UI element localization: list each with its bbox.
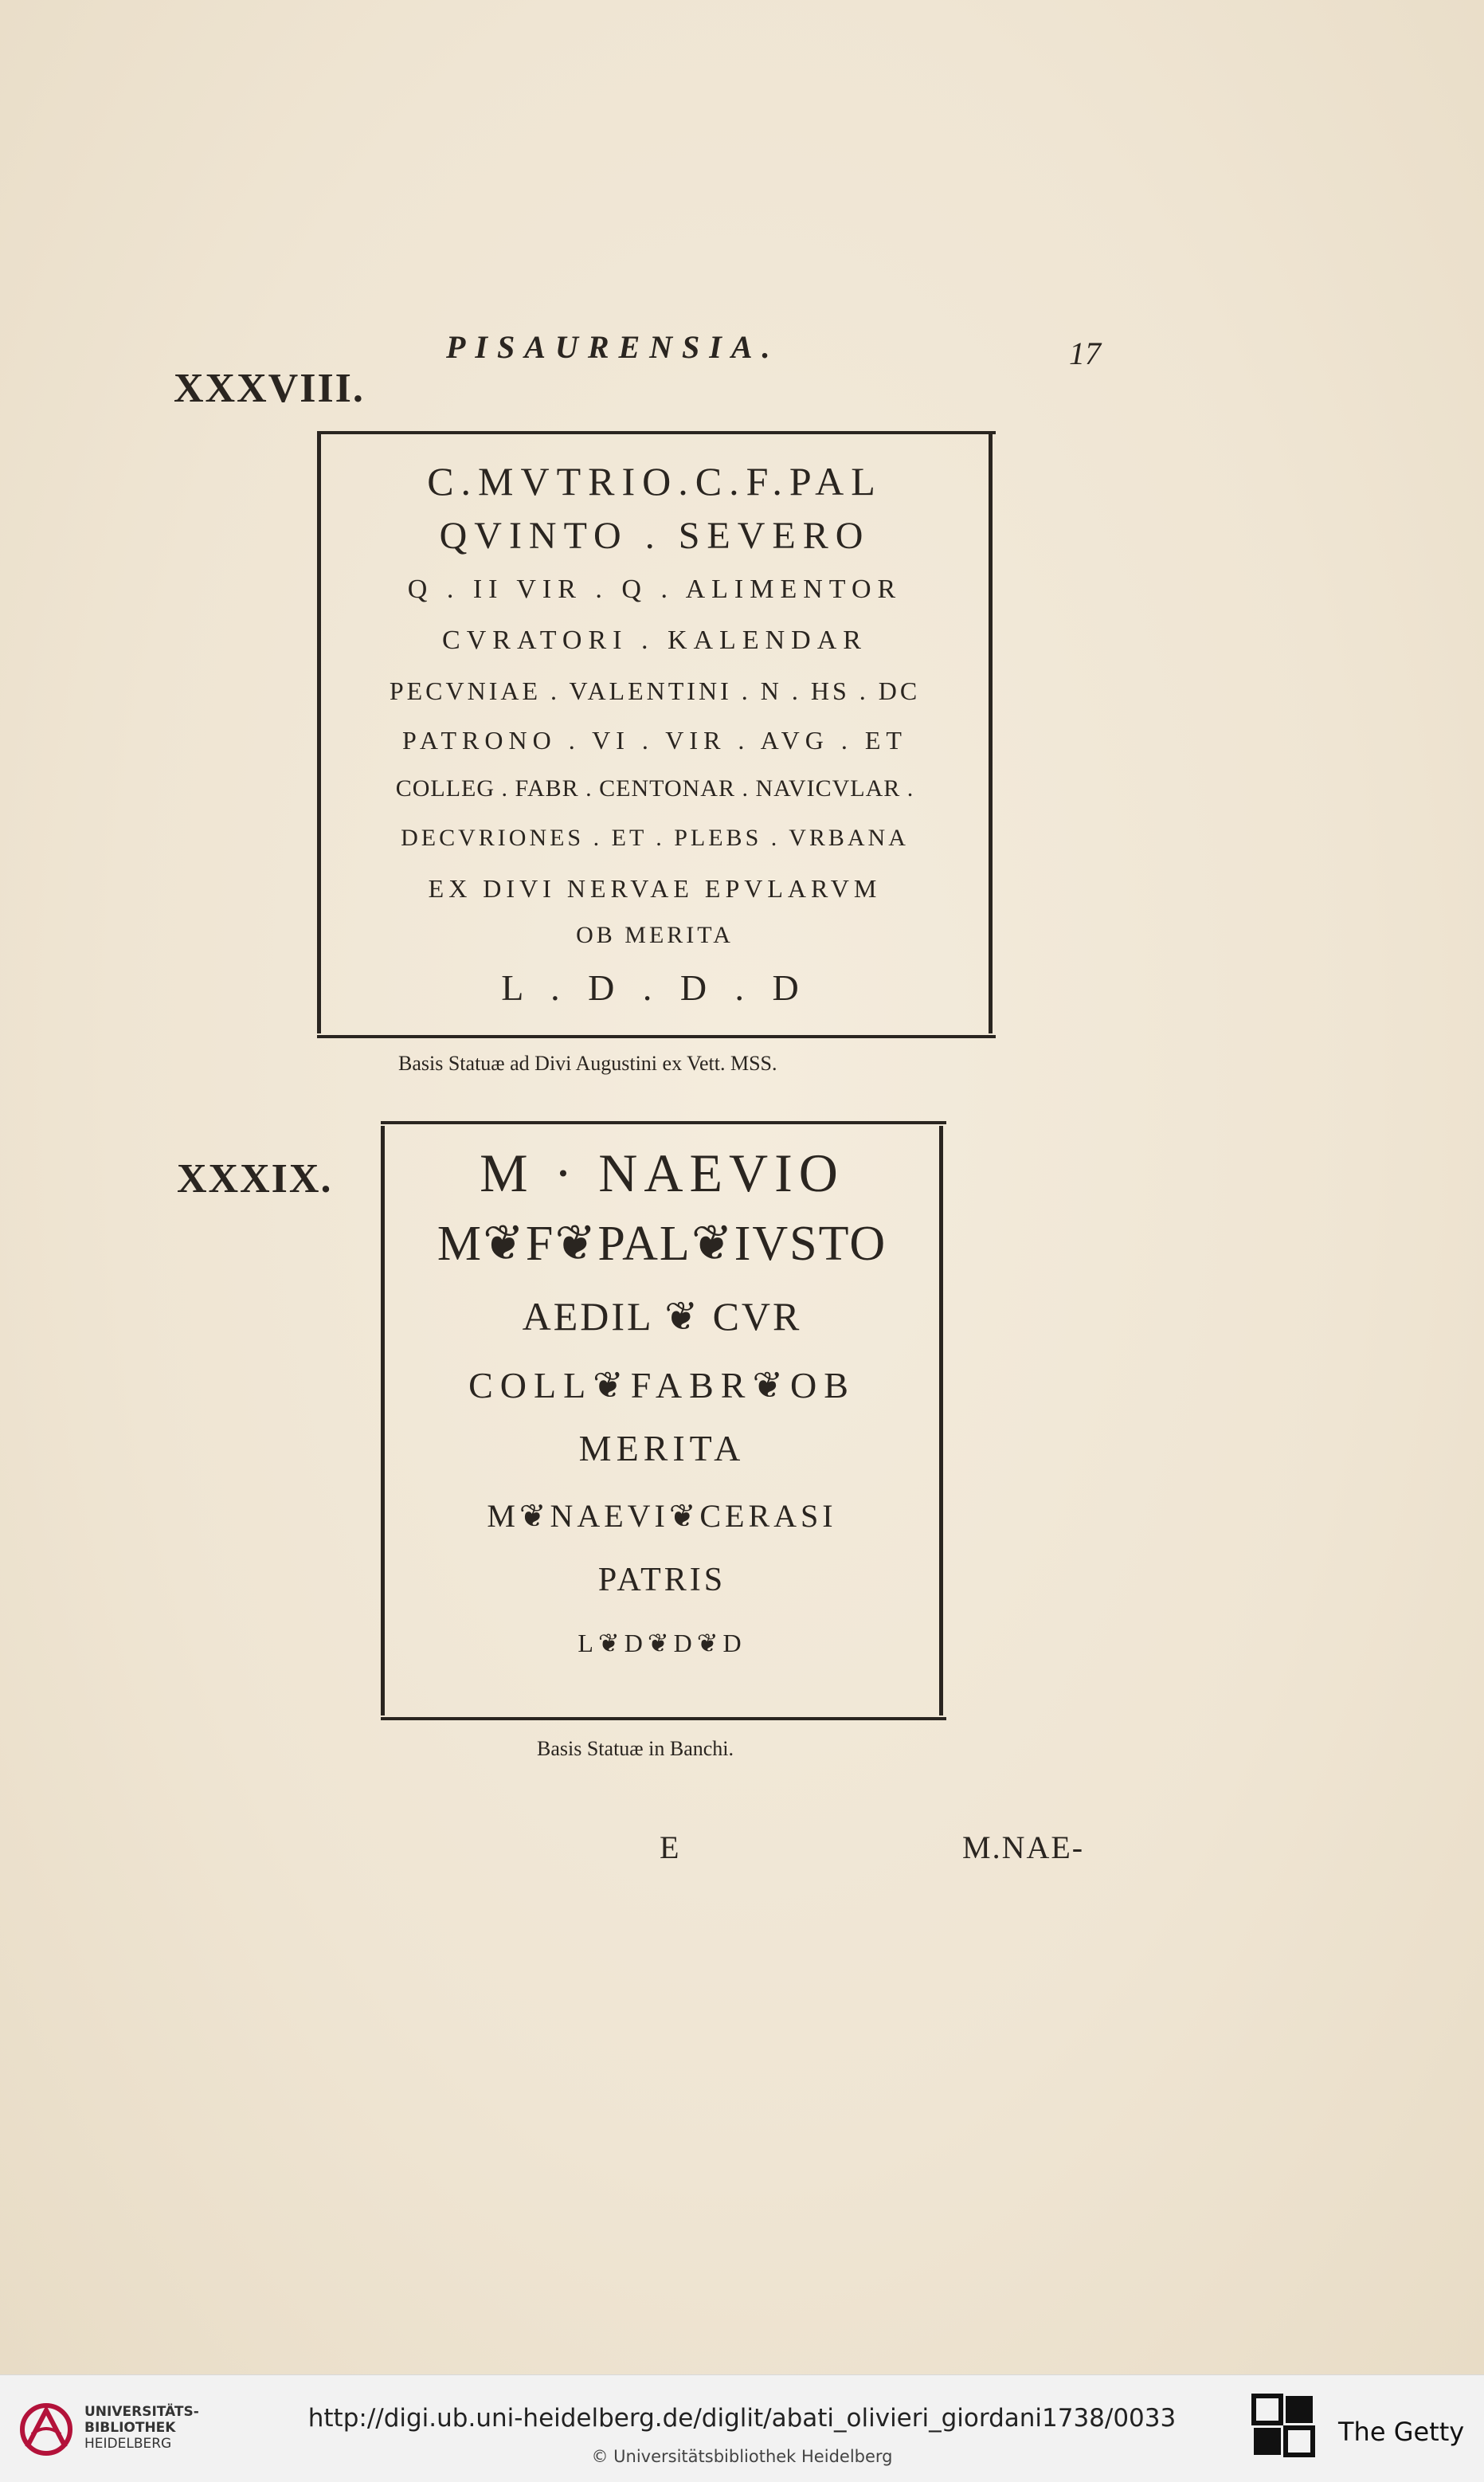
library-name-line: BIBLIOTHEK bbox=[84, 2420, 176, 2436]
inscription-number-39: XXXIX. bbox=[177, 1156, 333, 1202]
signature-mark: E bbox=[660, 1829, 679, 1865]
inscription-line: M · NAEVIO bbox=[480, 1143, 844, 1203]
top-rule-39 bbox=[381, 1121, 946, 1124]
inscription-line: L❦D❦D❦D bbox=[578, 1629, 746, 1657]
inscription-line: C.MVTRIO.C.F.PAL bbox=[427, 459, 883, 504]
inscription-line: QVINTO . SEVERO bbox=[439, 515, 871, 557]
copyright-notice: © Universitätsbibliothek Heidelberg bbox=[591, 2447, 893, 2466]
inscription-box-38 bbox=[317, 434, 993, 1033]
running-title: PISAURENSIA. bbox=[446, 329, 780, 365]
inscription-line: COLLEG . FABR . CENTONAR . NAVICVLAR . bbox=[395, 775, 914, 802]
library-name-line: UNIVERSITÄTS- bbox=[84, 2404, 199, 2420]
library-name-line: HEIDELBERG bbox=[84, 2436, 172, 2452]
inscription-line: EX DIVI NERVAE EPVLARVM bbox=[428, 874, 882, 903]
inscription-line: MERITA bbox=[578, 1428, 746, 1468]
partner-name: The Getty bbox=[1338, 2417, 1465, 2447]
footer-bar bbox=[0, 2374, 1484, 2482]
page-number: 17 bbox=[1069, 335, 1101, 371]
inscription-line: M❦NAEVI❦CERASI bbox=[487, 1498, 837, 1534]
bottom-rule-38 bbox=[317, 1035, 996, 1038]
inscription-number-38: XXXVIII. bbox=[174, 366, 365, 411]
catchword: M.NAE- bbox=[962, 1829, 1085, 1865]
inscription-line: M❦F❦PAL❦IVSTO bbox=[437, 1217, 887, 1271]
inscription-line: L . D . D . D bbox=[501, 967, 809, 1008]
inscription-line: AEDIL ❦ CVR bbox=[522, 1294, 802, 1339]
inscription-line: PATRIS bbox=[597, 1562, 726, 1598]
inscription-line: PECVNIAE . VALENTINI . N . HS . DC bbox=[389, 676, 921, 705]
caption-38: Basis Statuæ ad Divi Augustini ex Vett. MSS. bbox=[398, 1052, 777, 1075]
inscription-line: OB MERITA bbox=[576, 922, 734, 948]
inscription-line: DECVRIONES . ET . PLEBS . VRBANA bbox=[401, 825, 909, 851]
inscription-box-39 bbox=[381, 1126, 943, 1715]
inscription-line: CVRATORI . KALENDAR bbox=[442, 625, 867, 655]
document-url[interactable]: http://digi.ub.uni-heidelberg.de/diglit/abati_olivieri_giordani1738/0033 bbox=[307, 2404, 1177, 2433]
getty-logo-icon bbox=[1249, 2391, 1318, 2471]
caption-39: Basis Statuæ in Banchi. bbox=[537, 1737, 734, 1760]
inscription-line: Q . II VIR . Q . ALIMENTOR bbox=[407, 574, 903, 604]
inscription-line: COLL❦FABR❦OB bbox=[468, 1365, 856, 1406]
bottom-rule-39 bbox=[381, 1717, 946, 1720]
inscription-line: PATRONO . VI . VIR . AVG . ET bbox=[402, 726, 907, 755]
